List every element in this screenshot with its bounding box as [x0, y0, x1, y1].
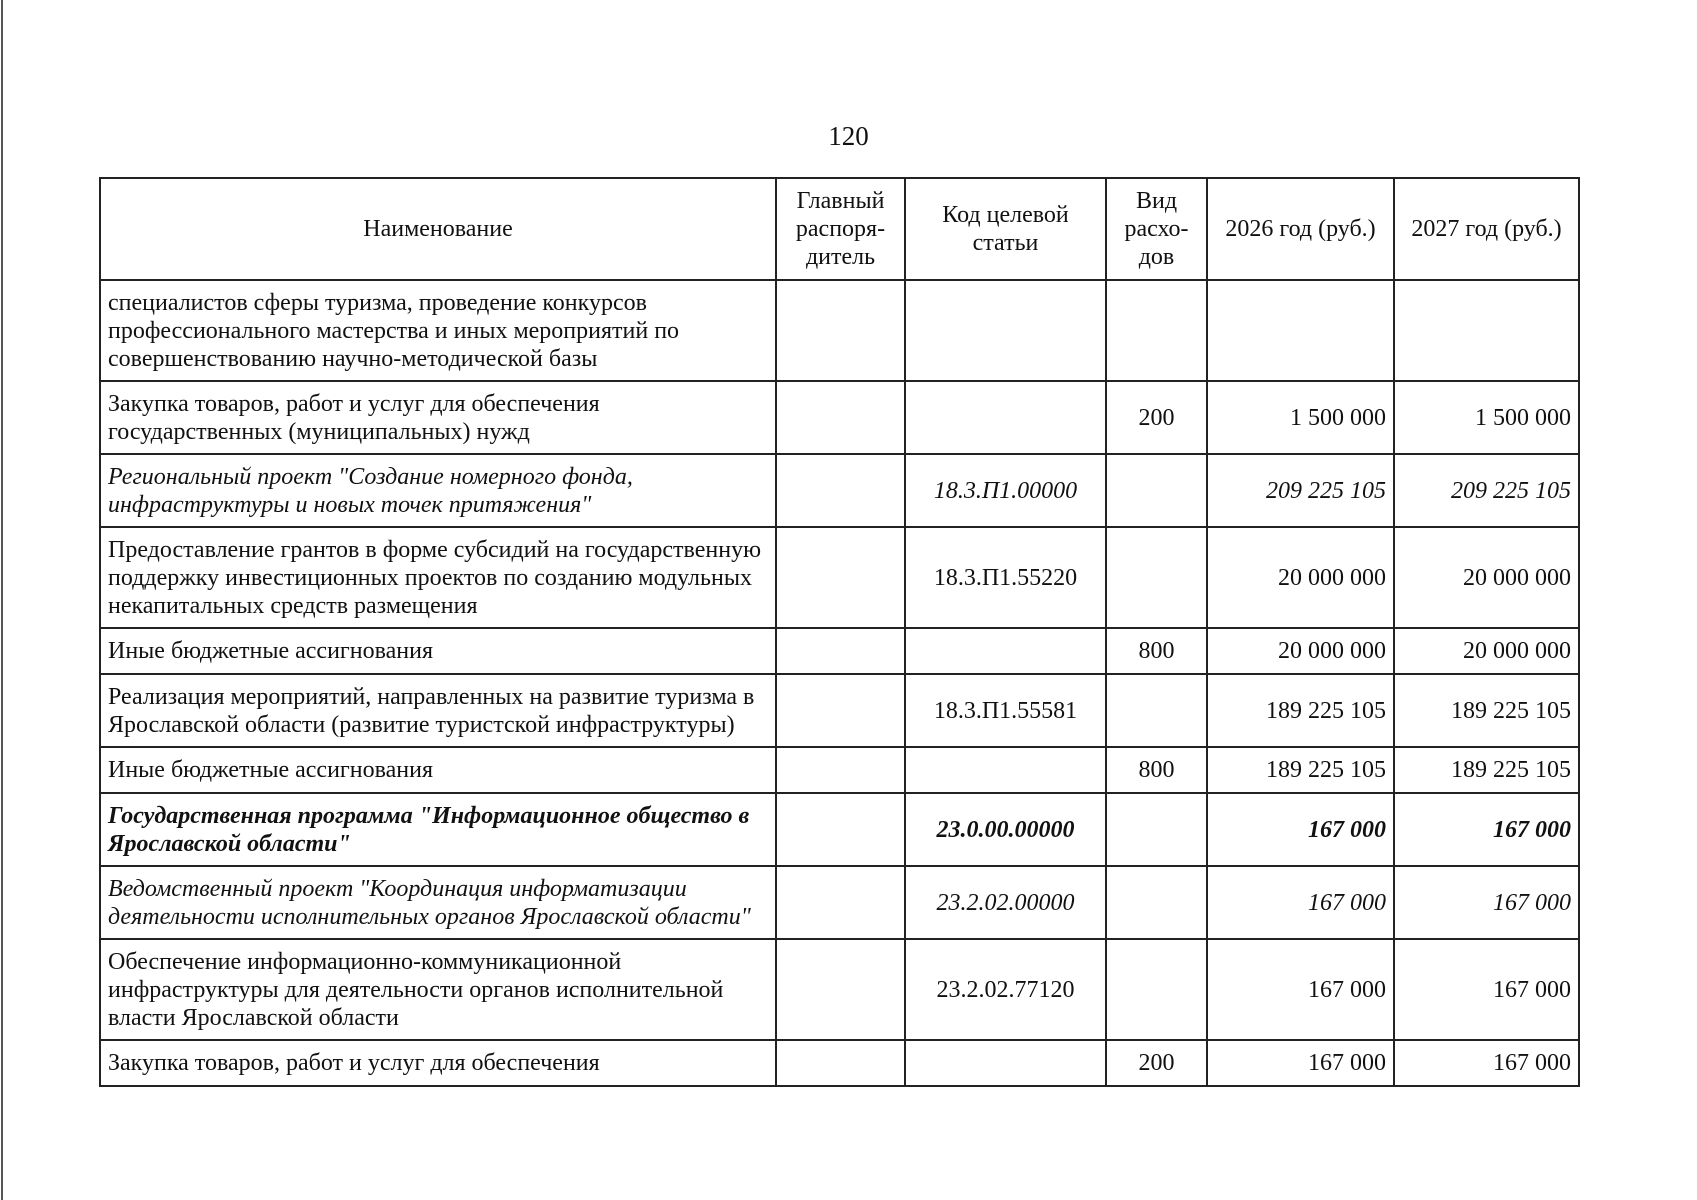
page-left-edge-line — [1, 0, 3, 1200]
cell-year-2027: 189 225 105 — [1394, 747, 1579, 793]
cell-name: Иные бюджетные ассигнования — [100, 628, 776, 674]
table-row — [100, 527, 1579, 628]
cell-target-code — [905, 628, 1106, 674]
header-expense-type: Вид расхо-дов — [1106, 178, 1207, 280]
cell-main-manager — [776, 454, 905, 527]
cell-year-2026: 167 000 — [1207, 939, 1394, 1040]
cell-main-manager — [776, 866, 905, 939]
cell-main-manager — [776, 1040, 905, 1086]
cell-year-2027: 167 000 — [1394, 1040, 1579, 1086]
cell-year-2026: 167 000 — [1207, 866, 1394, 939]
cell-target-code: 18.3.П1.55581 — [905, 674, 1106, 747]
cell-name: Реализация мероприятий, направленных на развитие туризма в Ярославской области (развитие туристской инфраструктуры) — [100, 674, 776, 747]
cell-year-2026: 167 000 — [1207, 793, 1394, 866]
cell-year-2026: 167 000 — [1207, 1040, 1394, 1086]
cell-name: Государственная программа "Информационное общество в Ярославской области" — [100, 793, 776, 866]
cell-name: Предоставление грантов в форме субсидий на государственную поддержку инвестиционных проектов по созданию модульных некапитальных средств размещения — [100, 527, 776, 628]
table-row — [100, 866, 1579, 939]
table-row — [100, 454, 1579, 527]
cell-main-manager — [776, 939, 905, 1040]
cell-expense-type — [1106, 280, 1207, 381]
table-row — [100, 628, 1579, 674]
cell-main-manager — [776, 747, 905, 793]
cell-target-code — [905, 747, 1106, 793]
cell-year-2027: 167 000 — [1394, 866, 1579, 939]
table-row — [100, 1040, 1579, 1086]
cell-expense-type — [1106, 793, 1207, 866]
cell-main-manager — [776, 628, 905, 674]
cell-year-2027: 20 000 000 — [1394, 628, 1579, 674]
cell-year-2027 — [1394, 280, 1579, 381]
header-target-code: Код целевой статьи — [905, 178, 1106, 280]
cell-name: Закупка товаров, работ и услуг для обеспечения государственных (муниципальных) нужд — [100, 381, 776, 454]
cell-expense-type — [1106, 454, 1207, 527]
cell-year-2027: 167 000 — [1394, 793, 1579, 866]
cell-year-2027: 189 225 105 — [1394, 674, 1579, 747]
page-number: 120 — [828, 121, 869, 151]
table-row — [100, 381, 1579, 454]
cell-target-code — [905, 381, 1106, 454]
cell-year-2027: 209 225 105 — [1394, 454, 1579, 527]
cell-year-2027: 1 500 000 — [1394, 381, 1579, 454]
header-year-2027: 2027 год (руб.) — [1394, 178, 1579, 280]
cell-expense-type — [1106, 527, 1207, 628]
table-row — [100, 674, 1579, 747]
table-row — [100, 280, 1579, 381]
cell-target-code — [905, 1040, 1106, 1086]
header-name: Наименование — [100, 178, 776, 280]
cell-year-2026: 189 225 105 — [1207, 747, 1394, 793]
cell-main-manager — [776, 280, 905, 381]
cell-target-code: 18.3.П1.00000 — [905, 454, 1106, 527]
cell-name: Закупка товаров, работ и услуг для обеспечения — [100, 1040, 776, 1086]
cell-expense-type: 800 — [1106, 747, 1207, 793]
table-row — [100, 793, 1579, 866]
cell-expense-type — [1106, 866, 1207, 939]
cell-expense-type: 800 — [1106, 628, 1207, 674]
cell-year-2026 — [1207, 280, 1394, 381]
cell-target-code: 23.0.00.00000 — [905, 793, 1106, 866]
cell-year-2026: 20 000 000 — [1207, 628, 1394, 674]
cell-main-manager — [776, 674, 905, 747]
table-body — [100, 280, 1579, 1086]
table-row — [100, 747, 1579, 793]
table-header-row — [100, 178, 1579, 280]
cell-target-code: 23.2.02.77120 — [905, 939, 1106, 1040]
cell-expense-type — [1106, 939, 1207, 1040]
cell-year-2026: 20 000 000 — [1207, 527, 1394, 628]
cell-year-2027: 20 000 000 — [1394, 527, 1579, 628]
cell-year-2026: 189 225 105 — [1207, 674, 1394, 747]
cell-name: Иные бюджетные ассигнования — [100, 747, 776, 793]
header-main-manager: Главный распоря-дитель — [776, 178, 905, 280]
cell-target-code: 18.3.П1.55220 — [905, 527, 1106, 628]
cell-year-2026: 209 225 105 — [1207, 454, 1394, 527]
cell-name: специалистов сферы туризма, проведение конкурсов профессионального мастерства и иных мероприятий по совершенствованию научно-методической базы — [100, 280, 776, 381]
table-row — [100, 939, 1579, 1040]
cell-name: Ведомственный проект "Координация информатизации деятельности исполнительных органов Ярославской области" — [100, 866, 776, 939]
cell-name: Региональный проект "Создание номерного фонда, инфраструктуры и новых точек притяжения" — [100, 454, 776, 527]
cell-name: Обеспечение информационно-коммуникационной инфраструктуры для деятельности органов исполнительной власти Ярославской области — [100, 939, 776, 1040]
cell-year-2026: 1 500 000 — [1207, 381, 1394, 454]
cell-main-manager — [776, 527, 905, 628]
budget-table — [99, 177, 1580, 1087]
cell-main-manager — [776, 793, 905, 866]
cell-year-2027: 167 000 — [1394, 939, 1579, 1040]
cell-main-manager — [776, 381, 905, 454]
cell-target-code — [905, 280, 1106, 381]
cell-target-code: 23.2.02.00000 — [905, 866, 1106, 939]
cell-expense-type — [1106, 674, 1207, 747]
cell-expense-type: 200 — [1106, 381, 1207, 454]
header-year-2026: 2026 год (руб.) — [1207, 178, 1394, 280]
cell-expense-type: 200 — [1106, 1040, 1207, 1086]
